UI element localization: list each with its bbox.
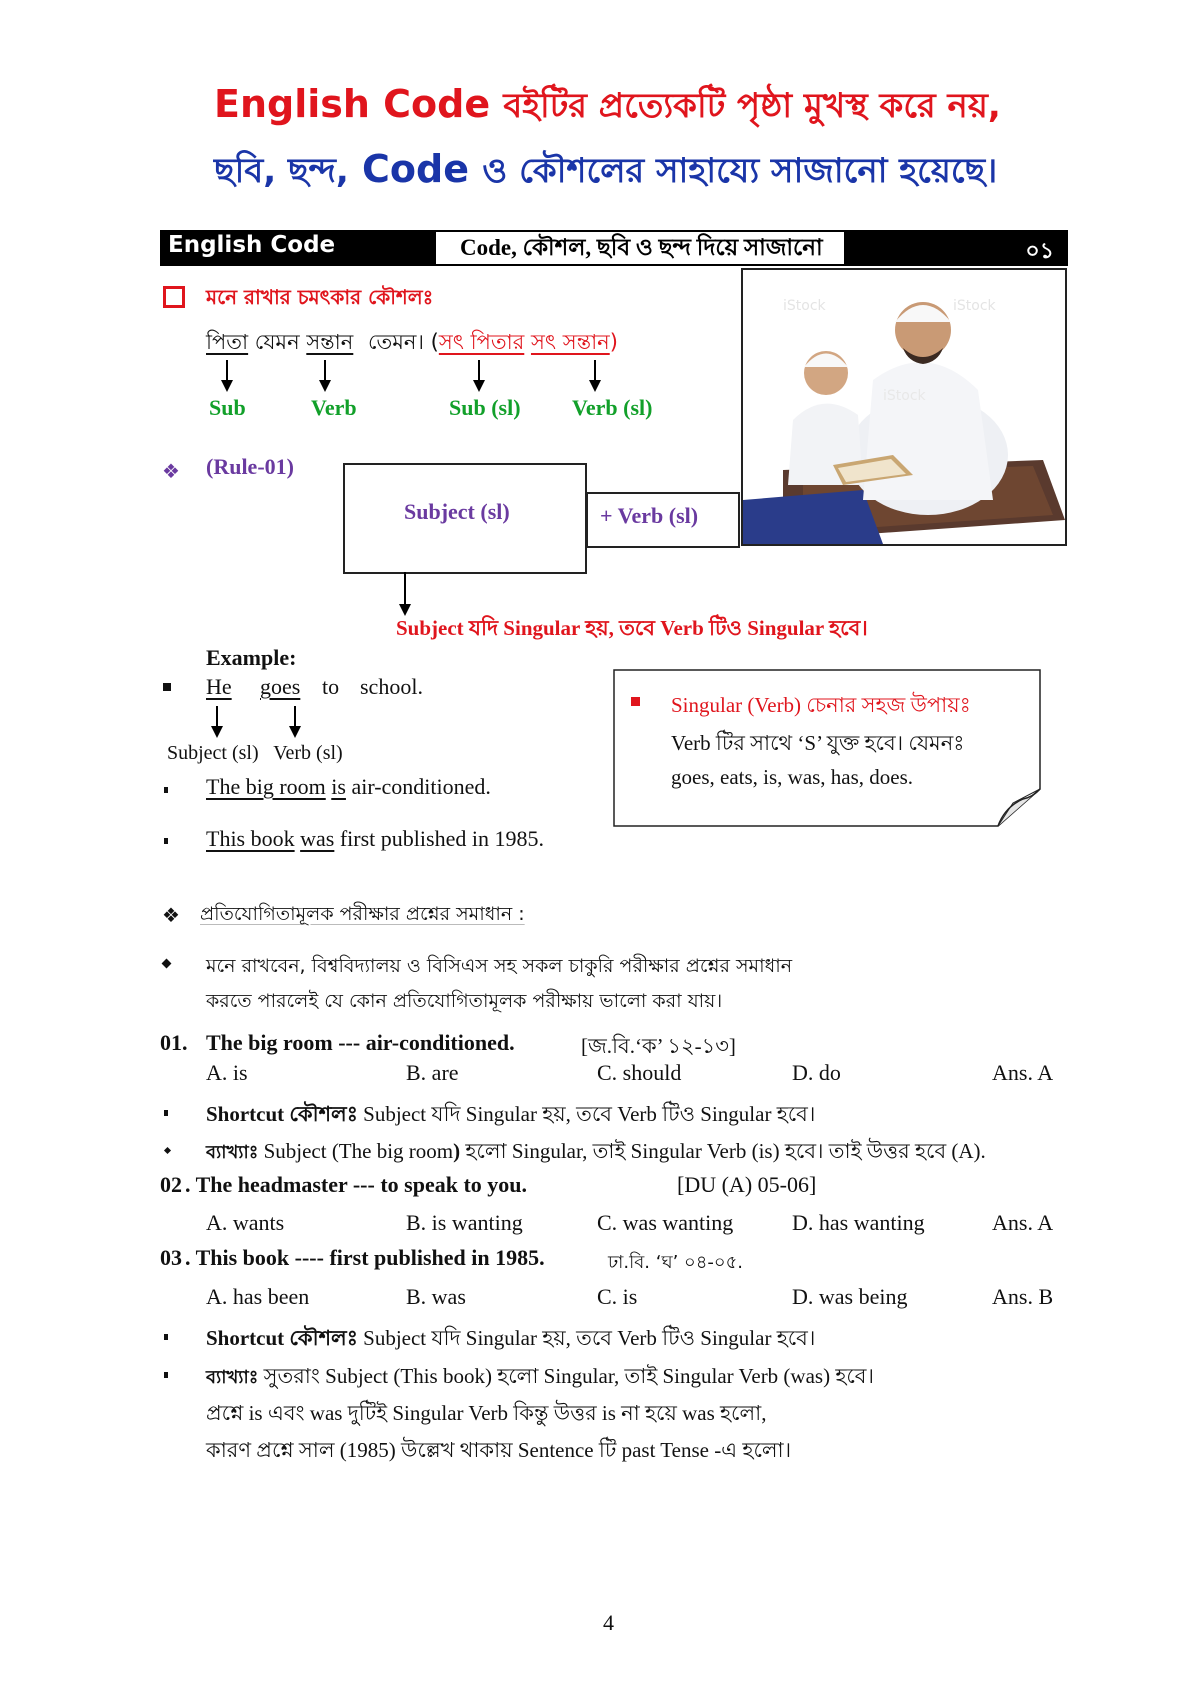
trick-sentence <box>206 326 618 361</box>
q2-text: . The headmaster --- to speak to you. <box>185 1172 528 1197</box>
arrow-sub <box>226 360 228 382</box>
example-3 <box>206 826 544 852</box>
explain-2 <box>206 1360 874 1395</box>
rule-title: (Rule-01) <box>206 454 294 479</box>
bullet-dot-ex2 <box>164 787 168 793</box>
label-sub: Sub <box>209 395 246 420</box>
word-jemon: যেমন <box>254 330 300 354</box>
q2-option-c: C. was wanting <box>597 1210 734 1235</box>
rule-arrow <box>404 572 406 608</box>
shortcut-1-label: Shortcut কৌশলঃ <box>206 1102 358 1126</box>
headline-line1-rest: বইটির প্রত্যেকটি পৃষ্ঠা মুখস্থ করে নয়, <box>503 86 1001 126</box>
arrow-verb-sl-head <box>589 380 601 392</box>
q3-option-d: D. was being <box>792 1284 908 1309</box>
q3-source: ঢা.বি. ‘ঘ’ ০৪-০৫. <box>608 1252 744 1273</box>
headline-line2-rest: ও কৌশলের সাহায্যে সাজানো হয়েছে। <box>482 151 998 191</box>
bullet-small-diamond-explain1 <box>164 1147 171 1154</box>
explain-2-line-1: সুতরাং Subject (This book) হলো Singular, তাই Singular Verb (was) হবে। <box>263 1364 874 1388</box>
father-son-reading-photo <box>741 268 1067 546</box>
headline-code: Code <box>362 147 470 191</box>
word-sot-pitar: সৎ পিতার <box>438 330 525 354</box>
ex3-rest: first published in 1985. <box>339 826 544 851</box>
arrow-verb-head <box>319 380 331 392</box>
explain-2-label: ব্যাখ্যাঃ <box>206 1367 259 1388</box>
explain-1-text-c: হলো Singular, তাই Singular Verb (is) হবে। তাই উত্তর হবে (A). <box>465 1139 986 1163</box>
word-temon: তেমন। ( <box>367 330 439 354</box>
shortcut-2-text: Subject যদি Singular হয়, তবে Verb টিও Singular হবে। <box>363 1326 816 1350</box>
headline-line-1 <box>214 80 1001 137</box>
four-diamond-icon-2: ❖ <box>162 905 180 927</box>
remember-line-1: মনে রাখবেন, বিশ্ববিদ্যালয় ও বিসিএস সহ সকল চাকুরি পরীক্ষার প্রশ্নের সমাধান <box>206 955 793 977</box>
arrow-sub-sl-head <box>473 380 485 392</box>
explain-1-text-a: Subject (The big room <box>263 1139 454 1163</box>
q1-option-d: D. do <box>792 1060 841 1085</box>
shortcut-2 <box>206 1322 815 1357</box>
q1-answer: Ans. A <box>992 1060 1054 1085</box>
note-line-3: goes, eats, is, was, has, does. <box>671 765 914 789</box>
q2-option-d: D. has wanting <box>792 1210 925 1235</box>
q2-number: 02 <box>160 1172 182 1197</box>
square-checkbox-icon <box>163 286 185 308</box>
explain-1-label: ব্যাখ্যাঃ <box>206 1142 259 1163</box>
closing-paren: ) <box>609 330 618 354</box>
q2-option-a: A. wants <box>206 1210 285 1235</box>
shortcut-1-text: Subject যদি Singular হয়, তবে Verb টিও Singular হবে। <box>363 1102 816 1126</box>
q1-source: [জ.বি.‘ক’ ১২-১৩] <box>581 1034 736 1058</box>
photo-illustration <box>743 270 1065 544</box>
q3-option-c: C. is <box>597 1284 638 1309</box>
subject-box-label: Subject (sl) <box>404 499 510 524</box>
trick-title: মনে রাখার চমৎকার কৌশলঃ <box>206 285 434 309</box>
ex1-arrow-subject <box>216 706 218 728</box>
q2-answer: Ans. A <box>992 1210 1054 1235</box>
arrow-verb <box>324 360 326 382</box>
bar-chapter-number: ০১ <box>1025 238 1054 263</box>
bullet-square-ex1 <box>163 683 171 691</box>
q2-source: [DU (A) 05-06] <box>677 1172 817 1197</box>
q1-option-b: B. are <box>406 1060 459 1085</box>
explain-2-line-3: কারণ প্রশ্নে সাল (1985) উল্লেখ থাকায় Sentence টি past Tense -এ হলো। <box>206 1438 792 1462</box>
bullet-dot-ex3 <box>164 838 168 844</box>
arrow-sub-head <box>221 380 233 392</box>
q3-option-b: B. was <box>406 1284 466 1309</box>
ex1-arrow-verb-head <box>289 726 301 738</box>
q3-option-a: A. has been <box>206 1284 310 1309</box>
svg-text:iStock: iStock <box>883 388 926 404</box>
headline-line2-a: ছবি, ছন্দ, <box>214 151 349 191</box>
q1-option-c: C. should <box>597 1060 682 1085</box>
ex1-word-school: school. <box>360 674 423 699</box>
example-2 <box>206 774 491 800</box>
svg-text:iStock: iStock <box>953 298 996 314</box>
bullet-dot-explain2 <box>164 1372 168 1378</box>
note-title: Singular (Verb) চেনার সহজ উপায়ঃ <box>671 693 971 717</box>
example-title: Example: <box>206 645 297 670</box>
ex1-word-he: He <box>206 674 232 699</box>
bar-book-title: English Code <box>168 232 336 258</box>
chapter-bar <box>160 230 1068 266</box>
remember-line-2: করতে পারলেই যে কোন প্রতিযোগিতামূলক পরীক্ষায় ভালো করা যায়। <box>206 990 723 1012</box>
ex2-verb: is <box>331 774 346 799</box>
rule-explanation: Subject যদি Singular হয়, তবে Verb টিও Singular হবে। <box>396 616 868 640</box>
q2-option-b: B. is wanting <box>406 1210 523 1235</box>
four-diamond-icon: ❖ <box>162 461 180 483</box>
ex1-arrow-verb <box>294 706 296 728</box>
arrow-verb-sl <box>594 360 596 382</box>
ex1-word-goes: goes <box>260 674 301 699</box>
q1-text: The big room --- air-conditioned. <box>206 1030 515 1055</box>
red-square-icon <box>631 697 640 706</box>
q3-answer: Ans. B <box>992 1284 1054 1309</box>
page-number: 4 <box>603 1610 614 1635</box>
label-verb-sl: Verb (sl) <box>572 395 653 420</box>
svg-text:iStock: iStock <box>783 298 826 314</box>
word-sot-santan: সৎ সন্তান <box>530 330 610 354</box>
label-sub-sl: Sub (sl) <box>449 395 521 420</box>
ex2-rest: air-conditioned. <box>351 774 491 799</box>
q3-number: 03 <box>160 1245 182 1270</box>
ex2-subject: The big room <box>206 774 326 799</box>
arrow-sub-sl <box>478 360 480 382</box>
diamond-bullet-icon <box>162 959 172 969</box>
label-verb: Verb <box>311 395 357 420</box>
explain-2-line-2: প্রশ্নে is এবং was দুটিই Singular Verb কিন্তু উত্তর is না হয়ে was হলো, <box>206 1401 767 1425</box>
singular-verb-note <box>613 669 1041 827</box>
ex1-labels: Subject (sl) Verb (sl) <box>167 742 343 764</box>
bullet-dot-shortcut2 <box>164 1334 168 1340</box>
bullet-dot-shortcut1 <box>164 1110 168 1116</box>
q1-option-a: A. is <box>206 1060 248 1085</box>
ex1-word-to: to <box>322 674 340 699</box>
ex3-subject: This book <box>206 826 295 851</box>
q3-text: . This book ---- first published in 1985. <box>185 1245 545 1270</box>
note-line-2: Verb টির সাথে ‘S’ যুক্ত হবে। যেমনঃ <box>671 731 965 755</box>
headline-english-code: English Code <box>214 82 491 126</box>
word-santan: সন্তান <box>306 330 354 354</box>
ex3-verb: was <box>300 826 335 851</box>
shortcut-2-label: Shortcut কৌশলঃ <box>206 1326 358 1350</box>
bar-subtitle: Code, কৌশল, ছবি ও ছন্দ দিয়ে সাজানো <box>436 232 844 264</box>
q1-number: 01. <box>160 1030 188 1055</box>
explain-1-text-b: ) <box>453 1139 461 1163</box>
ex1-arrow-subject-head <box>211 726 223 738</box>
explain-1 <box>206 1135 986 1170</box>
verb-box-label: + Verb (sl) <box>600 503 699 528</box>
shortcut-1 <box>206 1098 815 1133</box>
competitive-heading: প্রতিযোগিতামূলক পরীক্ষার প্রশ্নের সমাধান : <box>200 903 525 925</box>
headline-line-2 <box>214 145 997 202</box>
word-pita: পিতা <box>206 330 249 354</box>
